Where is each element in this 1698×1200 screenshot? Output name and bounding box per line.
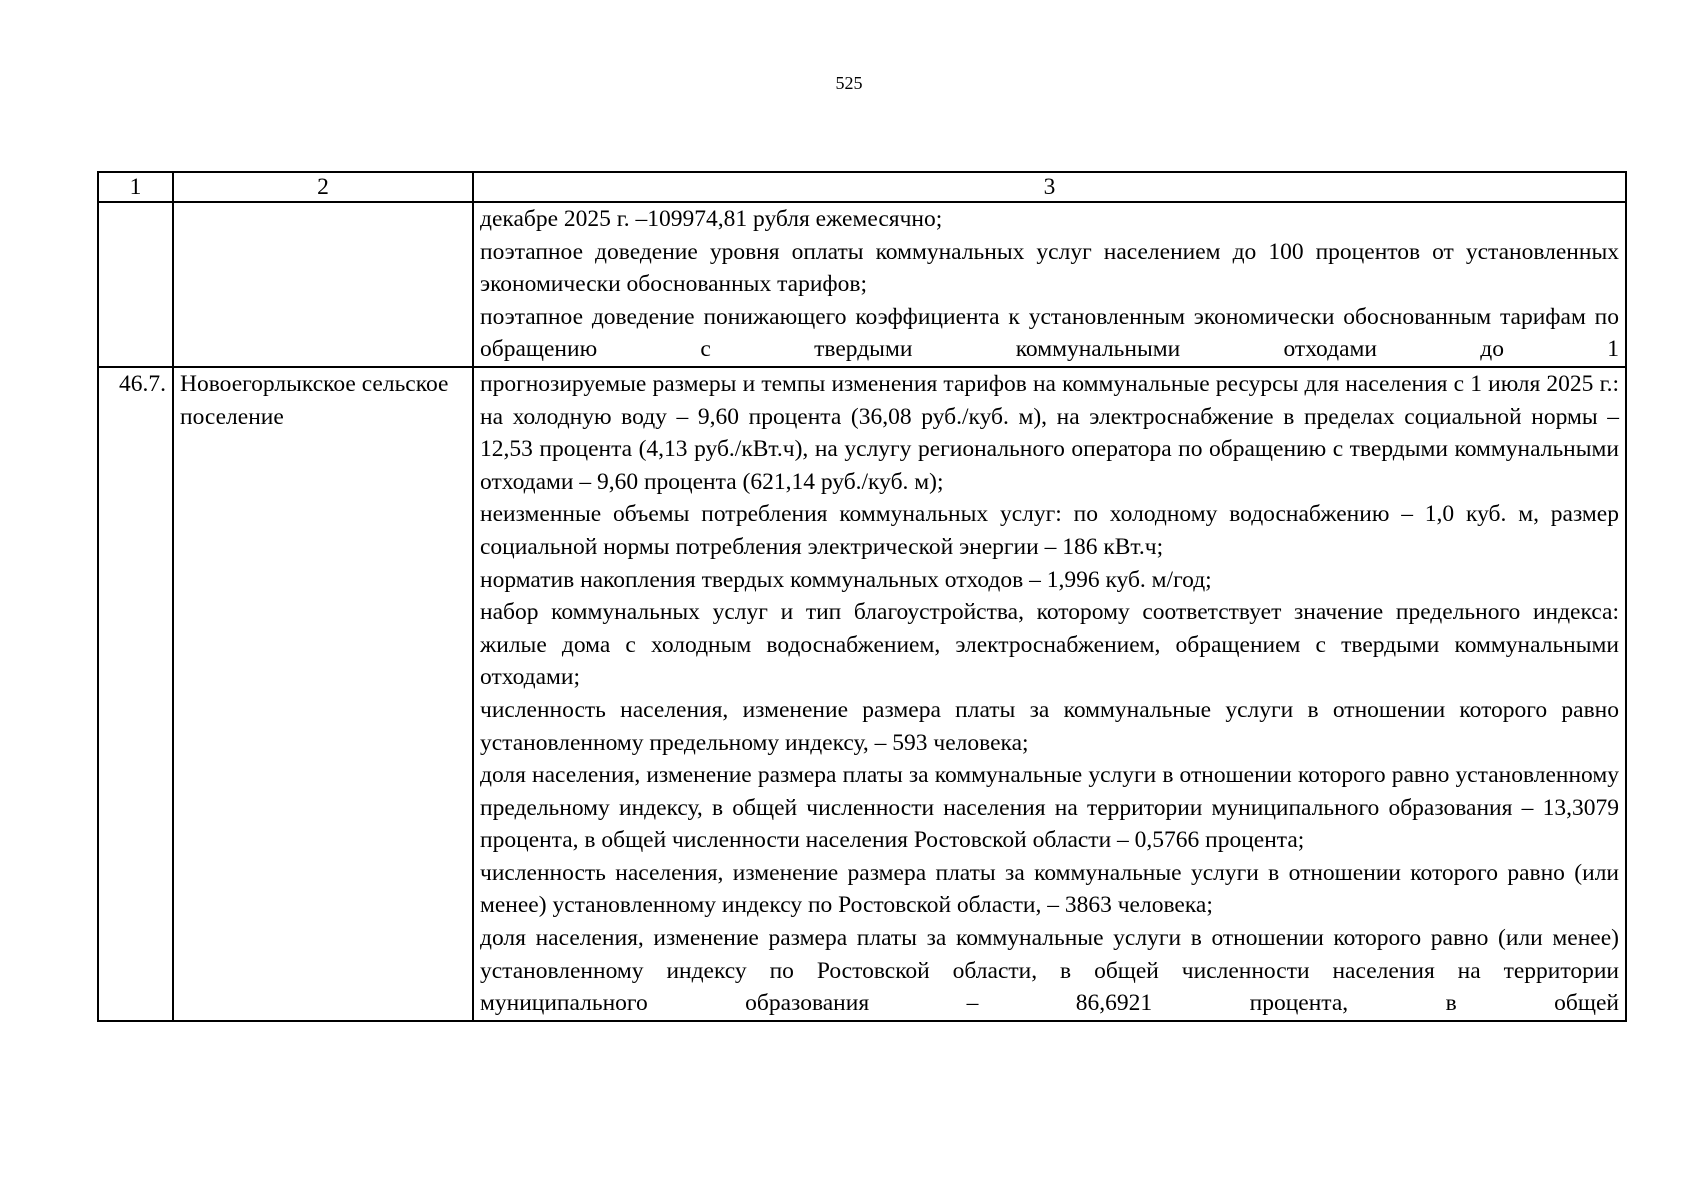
- content-paragraph: набор коммунальных услуг и тип благоустройства, которому соответствует значение предельного индекса: жилые дома с холодным водоснабжением, электроснабжением, обращением с твердыми коммунальными отходами;: [480, 599, 1619, 691]
- content-paragraph: поэтапное доведение понижающего коэффициента к установленным экономически обоснованным тарифам по обращению с твердыми коммунальными отходами до 1: [480, 303, 1619, 363]
- table-header-row: [98, 172, 1626, 202]
- tariff-table: [97, 171, 1627, 1022]
- content-paragraph: поэтапное доведение уровня оплаты коммунальных услуг населением до 100 процентов от установленных экономически обоснованных тарифов;: [480, 238, 1619, 298]
- settlement-name: [173, 202, 473, 367]
- content-paragraph: норматив накопления твердых коммунальных отходов – 1,996 куб. м/год;: [480, 566, 1212, 593]
- content-paragraph: доля населения, изменение размера платы за коммунальные услуги в отношении которого равно (или менее) установленному индексу по Ростовской области, в общей численности населения на территории муниципального образования – 86,6921 процента, в общей: [480, 925, 1619, 1017]
- table-row: [98, 202, 1626, 367]
- table-row: [98, 367, 1626, 1021]
- page-number: 525: [835, 73, 863, 93]
- row-number: 46.7.: [98, 367, 173, 1021]
- content-paragraph: неизменные объемы потребления коммунальных услуг: по холодному водоснабжению – 1,0 куб. м, размер социальной нормы потребления электрической энергии – 186 кВт.ч;: [480, 501, 1619, 560]
- column-header-2: 2: [173, 172, 473, 202]
- content-paragraph: доля населения, изменение размера платы за коммунальные услуги в отношении которого равно установленному предельному индексу, в общей численности населения на территории муниципального образования – 13,3079 процента, в общей численности населения Ростовской области – 0,5766 процента;: [480, 762, 1619, 854]
- row-number: [98, 202, 173, 367]
- content-paragraph: декабре 2025 г. –109974,81 рубля ежемесячно;: [480, 206, 943, 232]
- column-header-3: 3: [473, 172, 1626, 202]
- column-header-1: 1: [98, 172, 173, 202]
- content-paragraph: численность населения, изменение размера платы за коммунальные услуги в отношении которого равно (или менее) установленному индексу по Ростовской области, – 3863 человека;: [480, 859, 1619, 919]
- content-paragraph: прогнозируемые размеры и темпы изменения тарифов на коммунальные ресурсы для населения с 1 июля 2025 г.: на холодную воду – 9,60 процента (36,08 руб./куб. м), на электроснабжение в пределах социальной нормы – 12,53 процента (4,13 руб./кВт.ч), на услугу регионального оператора по обращению с твердыми коммунальными отходами – 9,60 процента (621,14 руб./куб. м);: [480, 370, 1619, 495]
- content-paragraph: численность населения, изменение размера платы за коммунальные услуги в отношении которого равно установленному предельному индексу, – 593 человека;: [480, 696, 1619, 756]
- row-content: [473, 367, 1626, 1021]
- settlement-name: Новоегорлыкское сельское поселение: [173, 367, 473, 1021]
- row-content: [473, 202, 1626, 367]
